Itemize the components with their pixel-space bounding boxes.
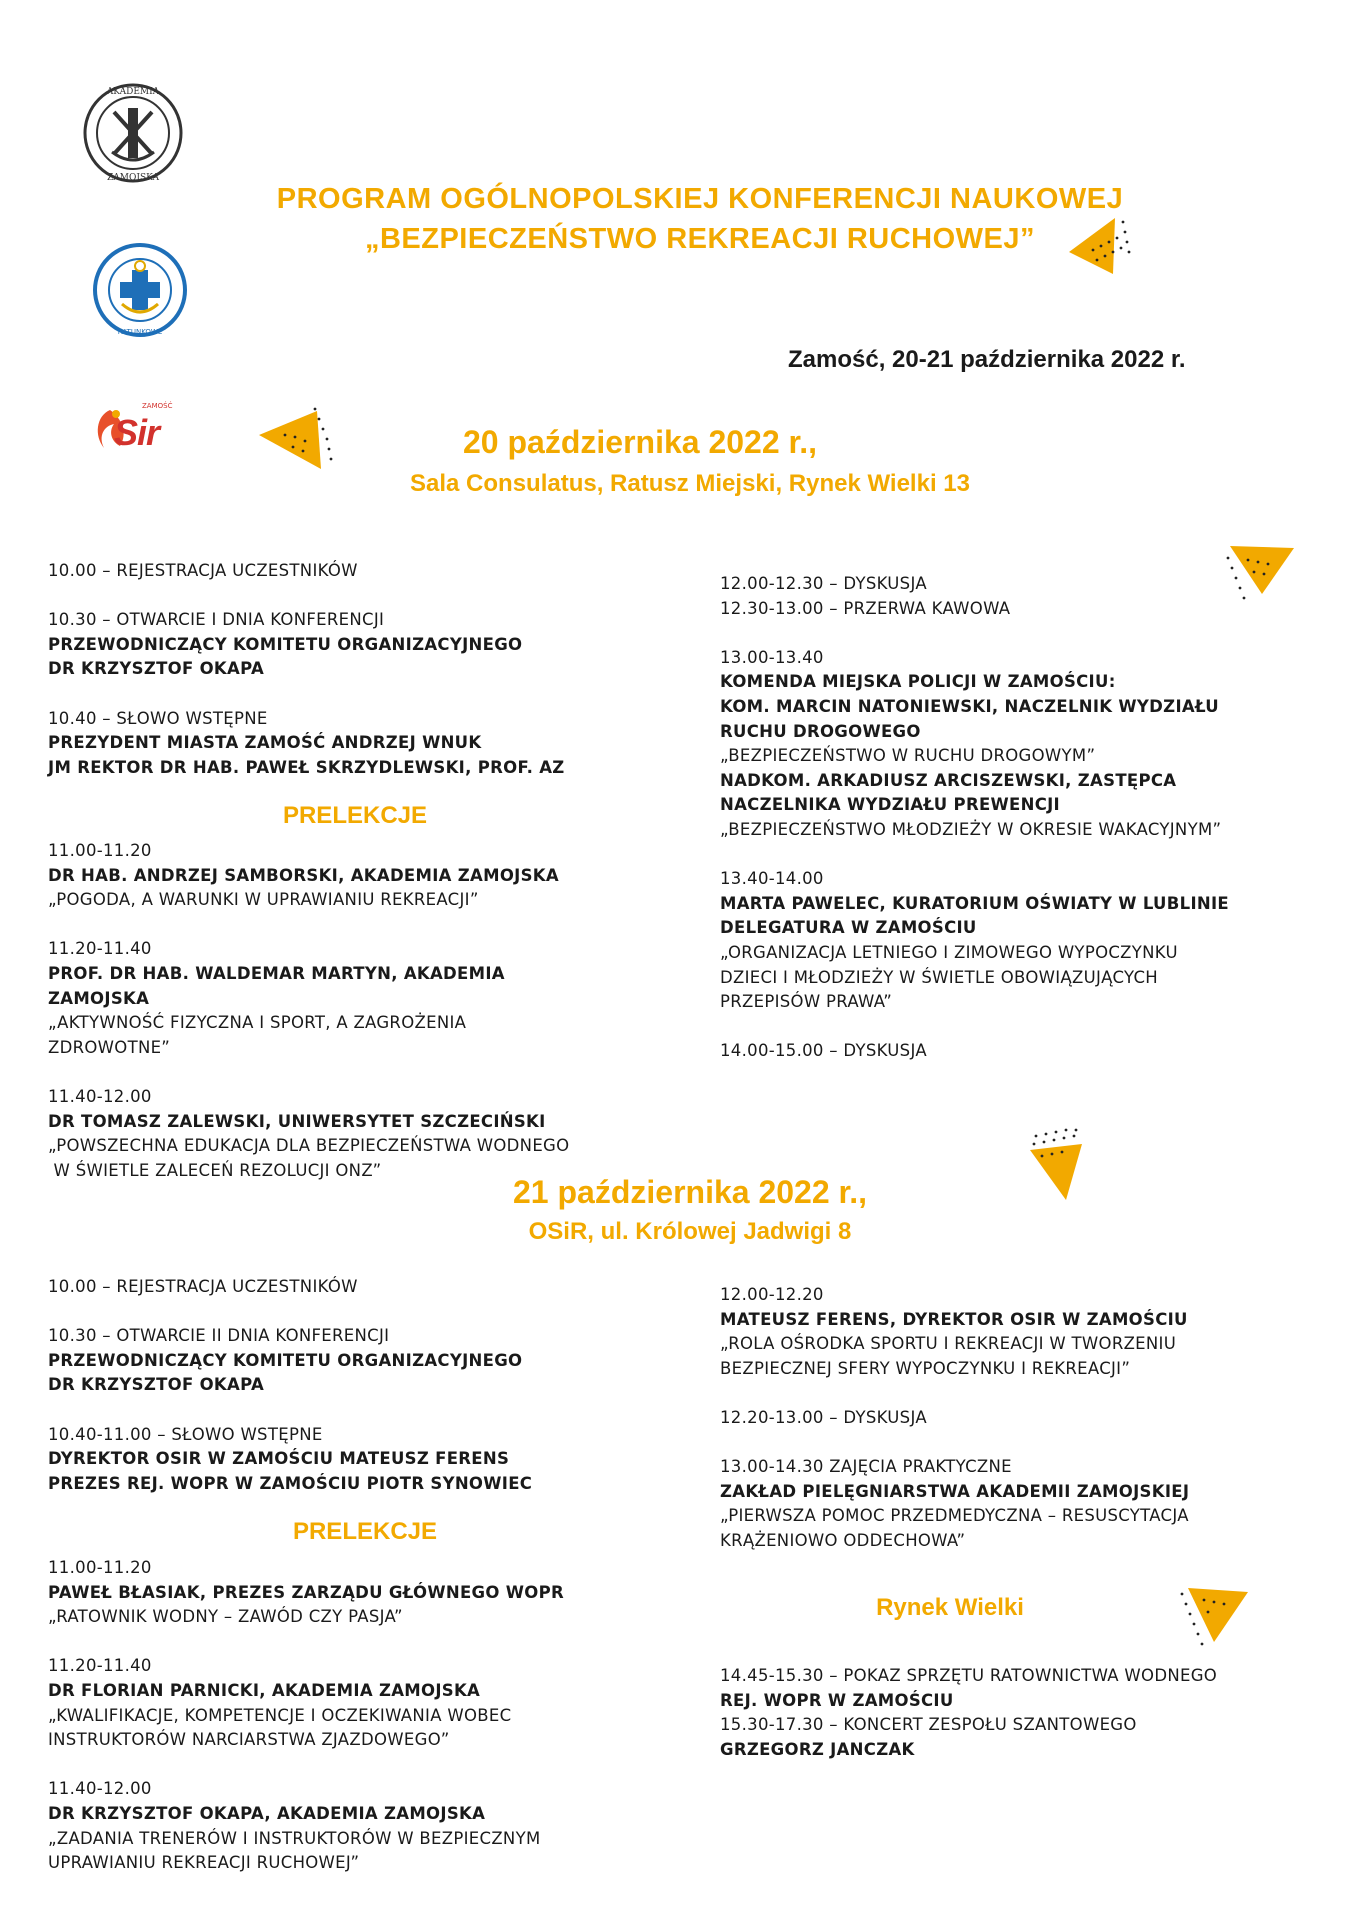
triangle-decoration-icon [255,405,335,475]
program-line [48,1630,564,1655]
svg-text:AKADEMIA: AKADEMIA [106,87,160,97]
day2-right-top [720,1283,1189,1554]
program-line: 14.00-15.00 – DYSKUSJA [720,1041,927,1061]
program-line: 12.00-12.20 [720,1285,824,1304]
program-line: 12.20-13.00 – DYSKUSJA [720,1407,927,1427]
program-line [48,1398,532,1423]
program-line: PRZEPISÓW PRAWA” [720,992,893,1012]
program-line: „ORGANIZACJA LETNIEGO I ZIMOWEGO WYPOCZYNKU [720,942,1178,962]
page-title-line1: PROGRAM OGÓLNOPOLSKIEJ KONFERENCJI NAUKOWEJ [276,183,1124,215]
program-line: PROF. DR HAB. WALDEMAR MARTYN, AKADEMIA [48,963,505,983]
program-line [720,843,1229,868]
program-line: DR FLORIAN PARNICKI, AKADEMIA ZAMOJSKA [48,1680,481,1700]
program-line: 10.00 – REJESTRACJA UCZESTNIKÓW [48,561,358,580]
program-line: 10.40-11.00 – SŁOWO WSTĘPNE [48,1424,323,1444]
day1-section-title: PRELEKCJE [282,802,428,829]
program-line: „KWALIFIKACJE, KOMPETENCJE I OCZEKIWANIA WOBEC [48,1705,512,1725]
program-line: 12.00-12.30 – DYSKUSJA [720,574,927,593]
day2-right-section-title: Rynek Wielki [876,1594,1024,1621]
program-line: DR KRZYSZTOF OKAPA, AKADEMIA ZAMOJSKA [48,1803,486,1823]
program-line [48,584,565,609]
program-line [48,913,569,938]
day1-left-bottom [48,839,569,1183]
program-line [48,1753,564,1778]
program-line: REJ. WOPR W ZAMOŚCIU [720,1690,954,1710]
program-line: MATEUSZ FERENS, DYREKTOR OSIR W ZAMOŚCIU [720,1309,1188,1329]
program-line: 11.00-11.20 [48,1558,152,1577]
program-line: 11.20-11.40 [48,939,152,959]
osir-logo-small: ZAMOŚĆ [142,402,173,410]
svg-text:ZAMOJSKA: ZAMOJSKA [107,173,159,183]
akademia-logo [82,82,184,184]
program-line: BEZPIECZNEJ SFERY WYPOCZYNKU I REKREACJI” [720,1358,1131,1378]
program-line [48,682,565,707]
program-line: 13.00-14.30 ZAJĘCIA PRAKTYCZNE [720,1457,1012,1477]
triangle-decoration-icon [1065,212,1137,276]
program-line: NADKOM. ARKADIUSZ ARCISZEWSKI, ZASTĘPCA [720,770,1177,790]
program-line: MARTA PAWELEC, KURATORIUM OŚWIATY W LUBLINIE [720,893,1230,913]
program-line [720,1381,1189,1406]
program-line: 10.30 – OTWARCIE II DNIA KONFERENCJI [48,1326,390,1346]
day2-left-bottom [48,1556,564,1876]
program-line [48,1300,532,1325]
svg-text:RATUNKOWE: RATUNKOWE [117,328,163,336]
program-line: W ŚWIETLE ZALECEŃ REZOLUCJI ONZ” [48,1160,382,1180]
program-line: 13.00-13.40 [720,647,824,667]
day1-date: 20 października 2022 r., [463,424,817,460]
triangle-decoration-icon [1178,1580,1252,1650]
program-line [720,1431,1189,1456]
program-line: 12.30-13.00 – PRZERWA KAWOWA [720,598,1011,618]
program-line: KRĄŻENIOWO ODDECHOWA” [720,1530,966,1550]
program-line: 15.30-17.30 – KONCERT ZESPOŁU SZANTOWEGO [720,1715,1137,1735]
program-line: „AKTYWNOŚĆ FIZYCZNA I SPORT, A ZAGROŻENIA [48,1013,467,1033]
program-line [48,1060,569,1085]
day1-left-top [48,559,565,780]
day2-venue: OSiR, ul. Królowej Jadwigi 8 [528,1218,852,1245]
program-line: DR KRZYSZTOF OKAPA [48,1375,265,1395]
triangle-decoration-icon [1022,1128,1092,1204]
program-line: PRZEWODNICZĄCY KOMITETU ORGANIZACYJNEGO [48,634,523,654]
day2-section-title: PRELEKCJE [292,1518,438,1545]
program-line: RUCHU DROGOWEGO [720,721,921,741]
program-line: „POGODA, A WARUNKI W UPRAWIANIU REKREACJI” [48,890,479,910]
program-line: ZAMOJSKA [48,988,150,1008]
program-line: ZAKŁAD PIELĘGNIARSTWA AKADEMII ZAMOJSKIEJ [720,1481,1190,1501]
program-line: DZIECI I MŁODZIEŻY W ŚWIETLE OBOWIĄZUJĄCYCH [720,967,1159,987]
program-line: UPRAWIANIU REKREACJI RUCHOWEJ” [48,1853,360,1873]
program-line: „BEZPIECZEŃSTWO MŁODZIEŻY W OKRESIE WAKACYJNYM” [720,819,1222,839]
program-line: „POWSZECHNA EDUKACJA DLA BEZPIECZEŃSTWA WODNEGO [48,1136,570,1156]
day2-right-bottom [720,1664,1217,1762]
program-line: JM REKTOR DR HAB. PAWEŁ SKRZYDLEWSKI, PROF. AZ [48,757,565,777]
program-line: „BEZPIECZEŃSTWO W RUCHU DROGOWYM” [720,746,1096,766]
program-line: 11.20-11.40 [48,1656,152,1676]
program-line [720,621,1229,646]
program-line: 11.40-12.00 [48,1779,152,1799]
program-line: KOM. MARCIN NATONIEWSKI, NACZELNIK WYDZIAŁU [720,696,1219,716]
program-line: „ROLA OŚRODKA SPORTU I REKREACJI W TWORZENIU [720,1334,1177,1354]
program-line: GRZEGORZ JANCZAK [720,1739,915,1759]
program-line: „ZADANIA TRENERÓW I INSTRUKTORÓW W BEZPIECZNYM [48,1828,541,1848]
program-line: 10.00 – REJESTRACJA UCZESTNIKÓW [48,1277,358,1296]
program-line: PREZYDENT MIASTA ZAMOŚĆ ANDRZEJ WNUK [48,733,482,753]
program-line: 11.40-12.00 [48,1086,152,1106]
day2-left-top [48,1275,532,1496]
place-date: Zamość, 20-21 października 2022 r. [788,346,1186,373]
program-line: DR HAB. ANDRZEJ SAMBORSKI, AKADEMIA ZAMOJSKA [48,865,559,885]
program-line: PRZEWODNICZĄCY KOMITETU ORGANIZACYJNEGO [48,1350,523,1370]
wopr-logo [92,242,188,338]
program-line: 10.40 – SŁOWO WSTĘPNE [48,708,268,728]
program-line: „RATOWNIK WODNY – ZAWÓD CZY PASJA” [48,1607,403,1627]
program-line: NACZELNIKA WYDZIAŁU PREWENCJI [720,795,1060,815]
program-line: PREZES REJ. WOPR W ZAMOŚCIU PIOTR SYNOWIEC [48,1473,533,1493]
program-line: DR KRZYSZTOF OKAPA [48,659,265,679]
program-line: DR TOMASZ ZALEWSKI, UNIWERSYTET SZCZECIŃSKI [48,1111,546,1131]
program-line [720,1015,1229,1040]
program-line: DELEGATURA W ZAMOŚCIU [720,918,977,938]
program-line: KOMENDA MIEJSKA POLICJI W ZAMOŚCIU: [720,672,1116,692]
day1-right [720,572,1229,1064]
program-line: „PIERWSZA POMOC PRZEDMEDYCZNA – RESUSCYTACJA [720,1506,1189,1526]
day1-venue: Sala Consulatus, Ratusz Miejski, Rynek Wielki 13 [410,470,970,497]
program-line: 13.40-14.00 [720,869,824,889]
triangle-decoration-icon [1222,538,1302,608]
page-title-line2: „BEZPIECZEŃSTWO REKREACJI RUCHOWEJ” [364,223,1036,255]
program-line: ZDROWOTNE” [48,1037,171,1057]
program-line: INSTRUKTORÓW NARCIARSTWA ZJAZDOWEGO” [48,1730,450,1750]
program-line: 11.00-11.20 [48,841,152,860]
osir-logo [90,402,192,460]
osir-logo-text: Sir [114,412,160,453]
program-line: DYREKTOR OSIR W ZAMOŚCIU MATEUSZ FERENS [48,1449,510,1469]
program-line: 14.45-15.30 – POKAZ SPRZĘTU RATOWNICTWA WODNEGO [720,1666,1218,1685]
day2-date: 21 października 2022 r., [513,1174,867,1210]
program-line: 10.30 – OTWARCIE I DNIA KONFERENCJI [48,610,385,630]
program-line: PAWEŁ BŁASIAK, PREZES ZARZĄDU GŁÓWNEGO WOPR [48,1582,564,1602]
